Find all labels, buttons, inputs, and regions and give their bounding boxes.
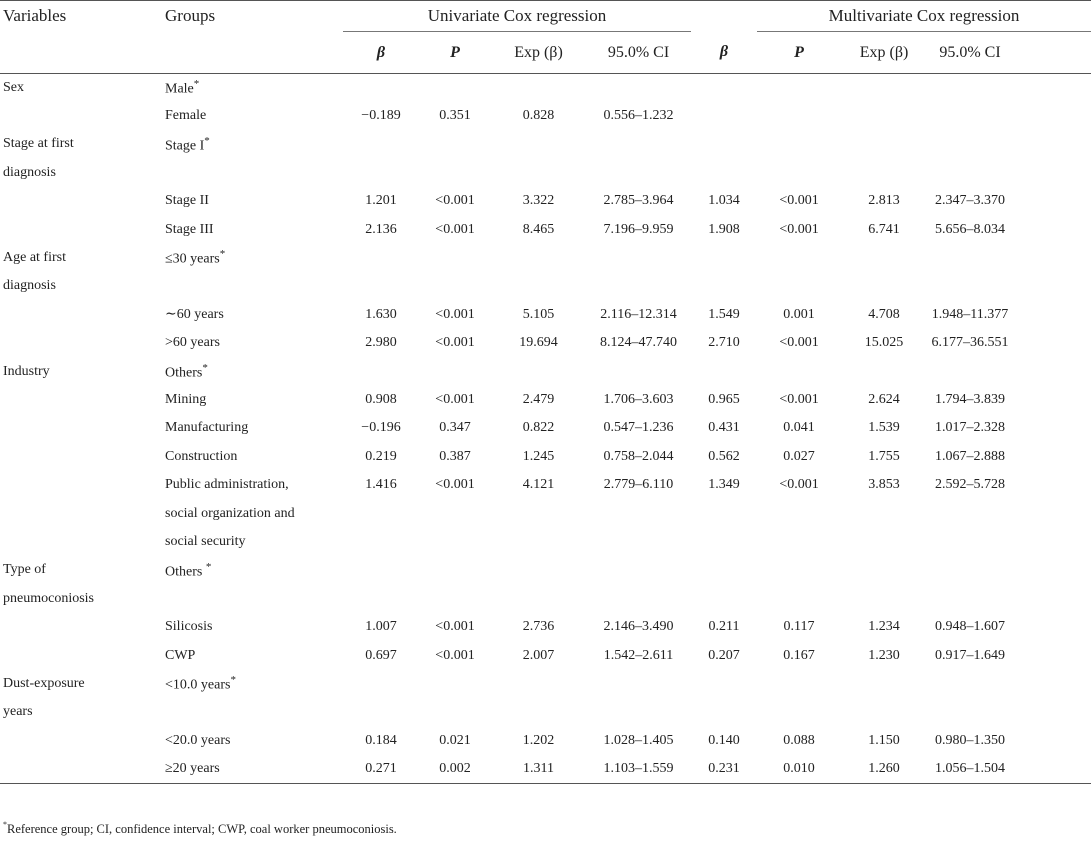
table-row bbox=[0, 556, 1091, 584]
cell-m-b: 0.207 bbox=[708, 647, 740, 663]
cell-u-p: 0.351 bbox=[439, 108, 471, 124]
table-row bbox=[0, 329, 1091, 357]
cell-u-b: 0.219 bbox=[365, 448, 397, 464]
cell-variable: years bbox=[3, 704, 33, 720]
cell-m-b: 0.231 bbox=[691, 755, 757, 783]
cell-u-e bbox=[491, 670, 586, 698]
cell-m-b bbox=[691, 244, 757, 272]
cell-u-p bbox=[419, 244, 491, 272]
cell-m-p: <0.001 bbox=[779, 221, 819, 237]
cell-u-ci: 8.124–47.740 bbox=[600, 335, 677, 351]
cell-m-p bbox=[757, 585, 841, 613]
cell-u-p: <0.001 bbox=[435, 477, 475, 493]
cell-m-e: 1.234 bbox=[868, 619, 900, 635]
cell-m-e bbox=[841, 585, 927, 613]
reference-marker: * bbox=[230, 674, 236, 687]
cell-u-e: 0.828 bbox=[522, 108, 555, 124]
cell-m-b bbox=[691, 159, 757, 187]
cell-m-p bbox=[757, 74, 841, 102]
header-m-beta: β bbox=[719, 43, 729, 61]
cell-m-p: <0.001 bbox=[779, 335, 819, 351]
cell-u-p: <0.001 bbox=[435, 619, 475, 635]
cell-m-ci bbox=[927, 556, 1013, 584]
cell-u-e: 1.245 bbox=[522, 448, 555, 464]
cell-u-e bbox=[491, 528, 586, 556]
cell-u-ci bbox=[586, 357, 691, 385]
cell-variable: pneumoconiosis bbox=[3, 590, 94, 606]
cell-group: <10.0 years* bbox=[165, 674, 236, 693]
cell-u-e: 2.007 bbox=[522, 647, 555, 663]
cell-u-e bbox=[491, 585, 586, 613]
table-row bbox=[0, 130, 1091, 158]
cell-m-ci: 0.948–1.607 bbox=[935, 619, 1006, 635]
cell-variable bbox=[0, 726, 163, 754]
cell-m-e: 6.741 bbox=[868, 221, 900, 237]
table-row bbox=[0, 357, 1091, 385]
cell-group: Others* bbox=[165, 361, 208, 381]
cell-m-b bbox=[691, 272, 757, 300]
header-univariate: Univariate Cox regression bbox=[343, 1, 691, 32]
cell-group: ∼60 years bbox=[165, 307, 224, 323]
cell-u-b: 1.007 bbox=[365, 619, 397, 635]
cell-m-b bbox=[691, 670, 757, 698]
cell-m-b: 1.349 bbox=[708, 477, 740, 493]
cell-group: social organization and bbox=[165, 505, 295, 521]
cell-m-b bbox=[691, 357, 757, 385]
cell-group: Silicosis bbox=[165, 619, 213, 635]
table-row bbox=[0, 74, 1091, 102]
cell-group: CWP bbox=[165, 647, 196, 663]
cell-m-b: 1.549 bbox=[708, 306, 740, 322]
table-row bbox=[0, 187, 1091, 215]
cell-group: ≥20 years bbox=[163, 755, 343, 783]
cell-variable bbox=[0, 499, 163, 527]
table-footnote bbox=[3, 820, 397, 837]
cell-u-e: 8.465 bbox=[522, 221, 555, 237]
cell-variable: diagnosis bbox=[3, 164, 56, 180]
cell-m-p: 0.088 bbox=[783, 732, 815, 748]
table-row bbox=[0, 670, 1091, 698]
cell-u-b bbox=[343, 130, 419, 158]
cell-u-b bbox=[343, 556, 419, 584]
cell-group: Female bbox=[165, 108, 207, 124]
cell-m-p bbox=[757, 670, 841, 698]
cell-m-ci bbox=[927, 102, 1013, 130]
cell-u-ci: 1.706–3.603 bbox=[603, 391, 674, 407]
cell-m-e: 1.150 bbox=[868, 732, 900, 748]
cell-u-e: 0.822 bbox=[522, 420, 555, 436]
cell-m-ci bbox=[927, 698, 1013, 726]
table-row bbox=[0, 102, 1091, 130]
cell-u-ci bbox=[586, 130, 691, 158]
cell-u-ci bbox=[586, 698, 691, 726]
cell-m-b: 2.710 bbox=[708, 335, 740, 351]
cell-m-b: 0.965 bbox=[708, 391, 740, 407]
cell-m-b bbox=[691, 74, 757, 102]
cell-m-p bbox=[757, 528, 841, 556]
cell-m-ci bbox=[927, 670, 1013, 698]
table-row bbox=[0, 386, 1091, 414]
cell-variable bbox=[0, 187, 163, 215]
table-row bbox=[0, 528, 1091, 556]
cell-variable bbox=[0, 386, 163, 414]
cell-m-ci: 1.794–3.839 bbox=[935, 391, 1006, 407]
cell-u-b: 2.136 bbox=[365, 221, 397, 237]
table-row bbox=[0, 698, 1091, 726]
header-row-top bbox=[0, 1, 1091, 32]
cell-m-ci: 6.177–36.551 bbox=[931, 335, 1009, 351]
cell-u-ci: 2.779–6.110 bbox=[603, 477, 674, 493]
cell-m-b bbox=[691, 556, 757, 584]
cell-m-ci: 0.917–1.649 bbox=[935, 647, 1006, 663]
cell-u-b bbox=[343, 357, 419, 385]
cell-u-p: <0.001 bbox=[435, 647, 475, 663]
cell-u-ci: 2.146–3.490 bbox=[603, 619, 674, 635]
header-u-p: P bbox=[450, 43, 460, 61]
cell-u-e: 4.121 bbox=[522, 477, 555, 493]
cell-u-p: 0.021 bbox=[439, 732, 471, 748]
cell-u-p bbox=[419, 556, 491, 584]
cell-u-ci bbox=[586, 244, 691, 272]
cell-u-p: 0.387 bbox=[439, 448, 471, 464]
header-m-p: P bbox=[794, 43, 804, 61]
cell-u-b: 0.697 bbox=[365, 647, 397, 663]
cell-variable: diagnosis bbox=[3, 278, 56, 294]
cell-group: Construction bbox=[165, 448, 238, 464]
cell-m-e bbox=[841, 159, 927, 187]
cell-m-ci: 2.347–3.370 bbox=[935, 193, 1006, 209]
cell-m-e: 2.624 bbox=[868, 391, 900, 407]
cell-u-ci: 1.542–2.611 bbox=[603, 647, 674, 663]
cell-m-e bbox=[841, 102, 927, 130]
table-row bbox=[0, 471, 1091, 499]
cell-m-ci bbox=[927, 357, 1013, 385]
cell-m-e bbox=[841, 499, 927, 527]
cell-m-e bbox=[841, 670, 927, 698]
cell-variable: Age at first bbox=[3, 250, 66, 266]
cell-u-b bbox=[343, 244, 419, 272]
cell-u-p: <0.001 bbox=[435, 306, 475, 322]
cell-m-b: 0.140 bbox=[708, 732, 740, 748]
cell-group: Stage I* bbox=[165, 134, 210, 154]
reference-marker: * bbox=[205, 560, 212, 573]
cell-variable bbox=[0, 329, 163, 357]
cell-u-ci: 1.028–1.405 bbox=[603, 732, 674, 748]
cell-u-p bbox=[419, 528, 491, 556]
cell-m-ci bbox=[927, 585, 1013, 613]
cell-u-ci: 0.547–1.236 bbox=[603, 420, 674, 436]
cell-m-b bbox=[691, 102, 757, 130]
cell-u-b: 2.980 bbox=[365, 335, 397, 351]
table-row bbox=[0, 159, 1091, 187]
cell-m-p: <0.001 bbox=[779, 391, 819, 407]
cell-m-ci: 1.056–1.504 bbox=[927, 755, 1013, 783]
cell-u-p bbox=[419, 357, 491, 385]
cell-m-ci: 1.067–2.888 bbox=[935, 448, 1006, 464]
table-row bbox=[0, 585, 1091, 613]
cell-u-p bbox=[419, 585, 491, 613]
table-row bbox=[0, 244, 1091, 272]
header-u-exp: Exp (β) bbox=[491, 32, 586, 74]
cell-u-p: 0.347 bbox=[439, 420, 471, 436]
cell-variable bbox=[0, 443, 163, 471]
cell-m-p bbox=[757, 130, 841, 158]
cell-u-ci bbox=[586, 556, 691, 584]
cell-u-p bbox=[419, 670, 491, 698]
cell-group: <20.0 years bbox=[165, 732, 231, 748]
cell-group: Stage III bbox=[165, 221, 214, 237]
cell-variable: Sex bbox=[3, 79, 24, 95]
cell-group: Stage II bbox=[165, 193, 209, 209]
cell-group: Mining bbox=[165, 391, 207, 407]
table-row bbox=[0, 443, 1091, 471]
cell-m-b bbox=[691, 130, 757, 158]
cell-variable bbox=[0, 641, 163, 669]
cell-m-e: 2.813 bbox=[868, 193, 900, 209]
cell-u-ci bbox=[586, 670, 691, 698]
cell-group bbox=[163, 698, 343, 726]
cell-m-ci bbox=[927, 499, 1013, 527]
cell-u-e: 1.202 bbox=[522, 732, 555, 748]
cell-m-e: 1.539 bbox=[868, 420, 900, 436]
cell-variable bbox=[0, 471, 163, 499]
cell-u-e: 2.479 bbox=[522, 391, 555, 407]
cell-u-b bbox=[343, 585, 419, 613]
cell-m-b: 0.431 bbox=[708, 420, 740, 436]
cell-group: Male* bbox=[165, 78, 200, 97]
cell-m-e: 1.755 bbox=[868, 448, 900, 464]
cell-u-e bbox=[491, 244, 586, 272]
reference-marker: * bbox=[193, 78, 200, 91]
footnote-marker: * bbox=[3, 820, 7, 829]
cell-u-p: 0.002 bbox=[419, 755, 491, 783]
header-u-beta: β bbox=[376, 43, 386, 61]
cell-u-b bbox=[343, 74, 419, 102]
cell-group: >60 years bbox=[165, 335, 220, 351]
cell-m-p: 0.010 bbox=[757, 755, 841, 783]
header-groups: Groups bbox=[163, 1, 343, 32]
footnote-text: Reference group; CI, confidence interval; CWP, coal worker pneumoconiosis. bbox=[7, 822, 397, 836]
cell-m-e: 4.708 bbox=[868, 306, 900, 322]
cell-m-p: 0.001 bbox=[783, 306, 815, 322]
table-row bbox=[0, 301, 1091, 329]
cell-variable bbox=[0, 414, 163, 442]
cell-m-e bbox=[841, 272, 927, 300]
cell-u-b: −0.196 bbox=[361, 420, 401, 436]
reference-marker: * bbox=[204, 134, 210, 147]
cell-m-ci bbox=[927, 74, 1013, 102]
cell-variable bbox=[0, 528, 163, 556]
cell-m-ci bbox=[927, 528, 1013, 556]
cell-u-p bbox=[419, 74, 491, 102]
cell-m-p bbox=[757, 556, 841, 584]
cell-m-b bbox=[691, 698, 757, 726]
cell-u-ci: 0.758–2.044 bbox=[603, 448, 674, 464]
cell-m-p: <0.001 bbox=[779, 193, 819, 209]
cell-u-e bbox=[491, 499, 586, 527]
cell-u-ci bbox=[586, 585, 691, 613]
table-row bbox=[0, 499, 1091, 527]
reference-marker: * bbox=[202, 361, 208, 374]
cell-group: ≤30 years* bbox=[165, 248, 226, 267]
cell-m-ci bbox=[927, 130, 1013, 158]
table-row bbox=[0, 641, 1091, 669]
cell-u-ci bbox=[586, 499, 691, 527]
cell-m-p bbox=[757, 272, 841, 300]
cell-u-p: <0.001 bbox=[435, 335, 475, 351]
cell-m-p bbox=[757, 102, 841, 130]
cell-u-ci bbox=[586, 272, 691, 300]
cell-variable bbox=[0, 755, 163, 783]
cell-m-e bbox=[841, 528, 927, 556]
cell-m-e: 1.230 bbox=[868, 647, 900, 663]
header-m-exp: Exp (β) bbox=[841, 32, 927, 74]
header-row-sub bbox=[0, 32, 1091, 74]
header-variables: Variables bbox=[0, 1, 163, 32]
cell-m-ci: 5.656–8.034 bbox=[935, 221, 1006, 237]
cell-u-e bbox=[491, 698, 586, 726]
cell-m-e bbox=[841, 357, 927, 385]
cell-m-ci: 1.017–2.328 bbox=[935, 420, 1006, 436]
cell-variable: Dust-exposure bbox=[3, 675, 85, 691]
cell-u-p: <0.001 bbox=[435, 391, 475, 407]
cell-m-e bbox=[841, 556, 927, 584]
header-u-ci: 95.0% CI bbox=[586, 32, 691, 74]
cell-u-ci: 1.103–1.559 bbox=[586, 755, 691, 783]
table-row bbox=[0, 755, 1091, 783]
cell-m-ci: 1.948–11.377 bbox=[931, 306, 1009, 322]
cell-group: Public administration, bbox=[165, 477, 289, 493]
cell-m-e bbox=[841, 74, 927, 102]
cell-u-b bbox=[343, 670, 419, 698]
cell-variable: Stage at first bbox=[3, 136, 74, 152]
cell-m-p: 0.117 bbox=[783, 619, 815, 635]
table-row bbox=[0, 414, 1091, 442]
cell-u-ci bbox=[586, 159, 691, 187]
cell-u-b: 1.630 bbox=[365, 306, 397, 322]
cell-u-ci: 0.556–1.232 bbox=[603, 108, 674, 124]
cell-m-b: 0.211 bbox=[708, 619, 740, 635]
cell-u-b bbox=[343, 499, 419, 527]
table-row bbox=[0, 215, 1091, 243]
cell-u-p bbox=[419, 698, 491, 726]
table-row bbox=[0, 726, 1091, 754]
cell-u-e: 2.736 bbox=[522, 619, 555, 635]
cell-m-b bbox=[691, 499, 757, 527]
cell-u-e: 1.311 bbox=[491, 755, 586, 783]
cell-u-ci: 7.196–9.959 bbox=[603, 221, 674, 237]
cell-u-p bbox=[419, 499, 491, 527]
cell-u-e bbox=[491, 74, 586, 102]
cell-m-e: 15.025 bbox=[864, 335, 904, 351]
cell-m-p: 0.027 bbox=[783, 448, 815, 464]
cell-u-p: <0.001 bbox=[435, 221, 475, 237]
cell-m-e bbox=[841, 244, 927, 272]
cell-m-ci: 0.980–1.350 bbox=[935, 732, 1006, 748]
cell-u-p bbox=[419, 272, 491, 300]
cell-group bbox=[163, 585, 343, 613]
cell-m-p: 0.041 bbox=[783, 420, 815, 436]
cell-u-b bbox=[343, 159, 419, 187]
cell-group bbox=[163, 272, 343, 300]
cell-u-b: −0.189 bbox=[361, 108, 401, 124]
cell-u-b: 0.908 bbox=[365, 391, 397, 407]
cell-m-ci bbox=[927, 272, 1013, 300]
cell-m-b: 1.034 bbox=[708, 193, 740, 209]
cell-m-p bbox=[757, 698, 841, 726]
cell-m-e bbox=[841, 130, 927, 158]
cell-u-e bbox=[491, 357, 586, 385]
cell-m-e: 1.260 bbox=[841, 755, 927, 783]
cell-m-b: 0.562 bbox=[708, 448, 740, 464]
cell-u-b bbox=[343, 528, 419, 556]
cell-u-p bbox=[419, 159, 491, 187]
cell-m-b bbox=[691, 585, 757, 613]
cell-m-p: <0.001 bbox=[779, 477, 819, 493]
cell-m-p bbox=[757, 499, 841, 527]
cell-u-e bbox=[491, 272, 586, 300]
cell-m-e bbox=[841, 698, 927, 726]
cell-m-ci bbox=[927, 244, 1013, 272]
cell-u-e bbox=[491, 130, 586, 158]
cell-u-ci: 2.116–12.314 bbox=[600, 306, 677, 322]
cell-m-b: 1.908 bbox=[708, 221, 740, 237]
cell-m-p bbox=[757, 244, 841, 272]
cell-m-ci bbox=[927, 159, 1013, 187]
cell-variable: Type of bbox=[3, 562, 46, 578]
cell-u-e: 5.105 bbox=[522, 306, 555, 322]
cell-u-e bbox=[491, 159, 586, 187]
cell-group: Manufacturing bbox=[165, 420, 249, 436]
header-m-ci: 95.0% CI bbox=[927, 32, 1013, 74]
cell-m-b bbox=[691, 528, 757, 556]
cell-group bbox=[163, 159, 343, 187]
cell-u-e: 3.322 bbox=[522, 193, 555, 209]
cell-m-ci: 2.592–5.728 bbox=[935, 477, 1006, 493]
cell-variable bbox=[0, 613, 163, 641]
table-row bbox=[0, 613, 1091, 641]
cell-u-ci bbox=[586, 74, 691, 102]
table-body bbox=[0, 74, 1091, 784]
cell-u-b: 0.271 bbox=[343, 755, 419, 783]
cell-variable bbox=[0, 301, 163, 329]
cell-variable bbox=[0, 102, 163, 130]
table-row bbox=[0, 272, 1091, 300]
header-multivariate: Multivariate Cox regression bbox=[757, 1, 1091, 32]
cell-variable: Industry bbox=[3, 363, 50, 379]
cell-group: Others * bbox=[165, 560, 212, 580]
cell-u-b bbox=[343, 698, 419, 726]
cell-m-p bbox=[757, 357, 841, 385]
cell-u-p: <0.001 bbox=[435, 193, 475, 209]
cell-u-b: 1.201 bbox=[365, 193, 397, 209]
cell-u-ci bbox=[586, 528, 691, 556]
cell-u-b: 0.184 bbox=[365, 732, 397, 748]
cell-m-p bbox=[757, 159, 841, 187]
cell-variable bbox=[0, 215, 163, 243]
cell-u-e: 19.694 bbox=[519, 335, 558, 351]
cell-m-p: 0.167 bbox=[783, 647, 815, 663]
cell-u-b bbox=[343, 272, 419, 300]
cell-group: social security bbox=[165, 533, 246, 549]
cell-u-ci: 2.785–3.964 bbox=[603, 193, 674, 209]
cell-m-e: 3.853 bbox=[868, 477, 900, 493]
cell-u-e bbox=[491, 556, 586, 584]
cell-u-p bbox=[419, 130, 491, 158]
reference-marker: * bbox=[219, 248, 226, 261]
cell-u-b: 1.416 bbox=[365, 477, 397, 493]
